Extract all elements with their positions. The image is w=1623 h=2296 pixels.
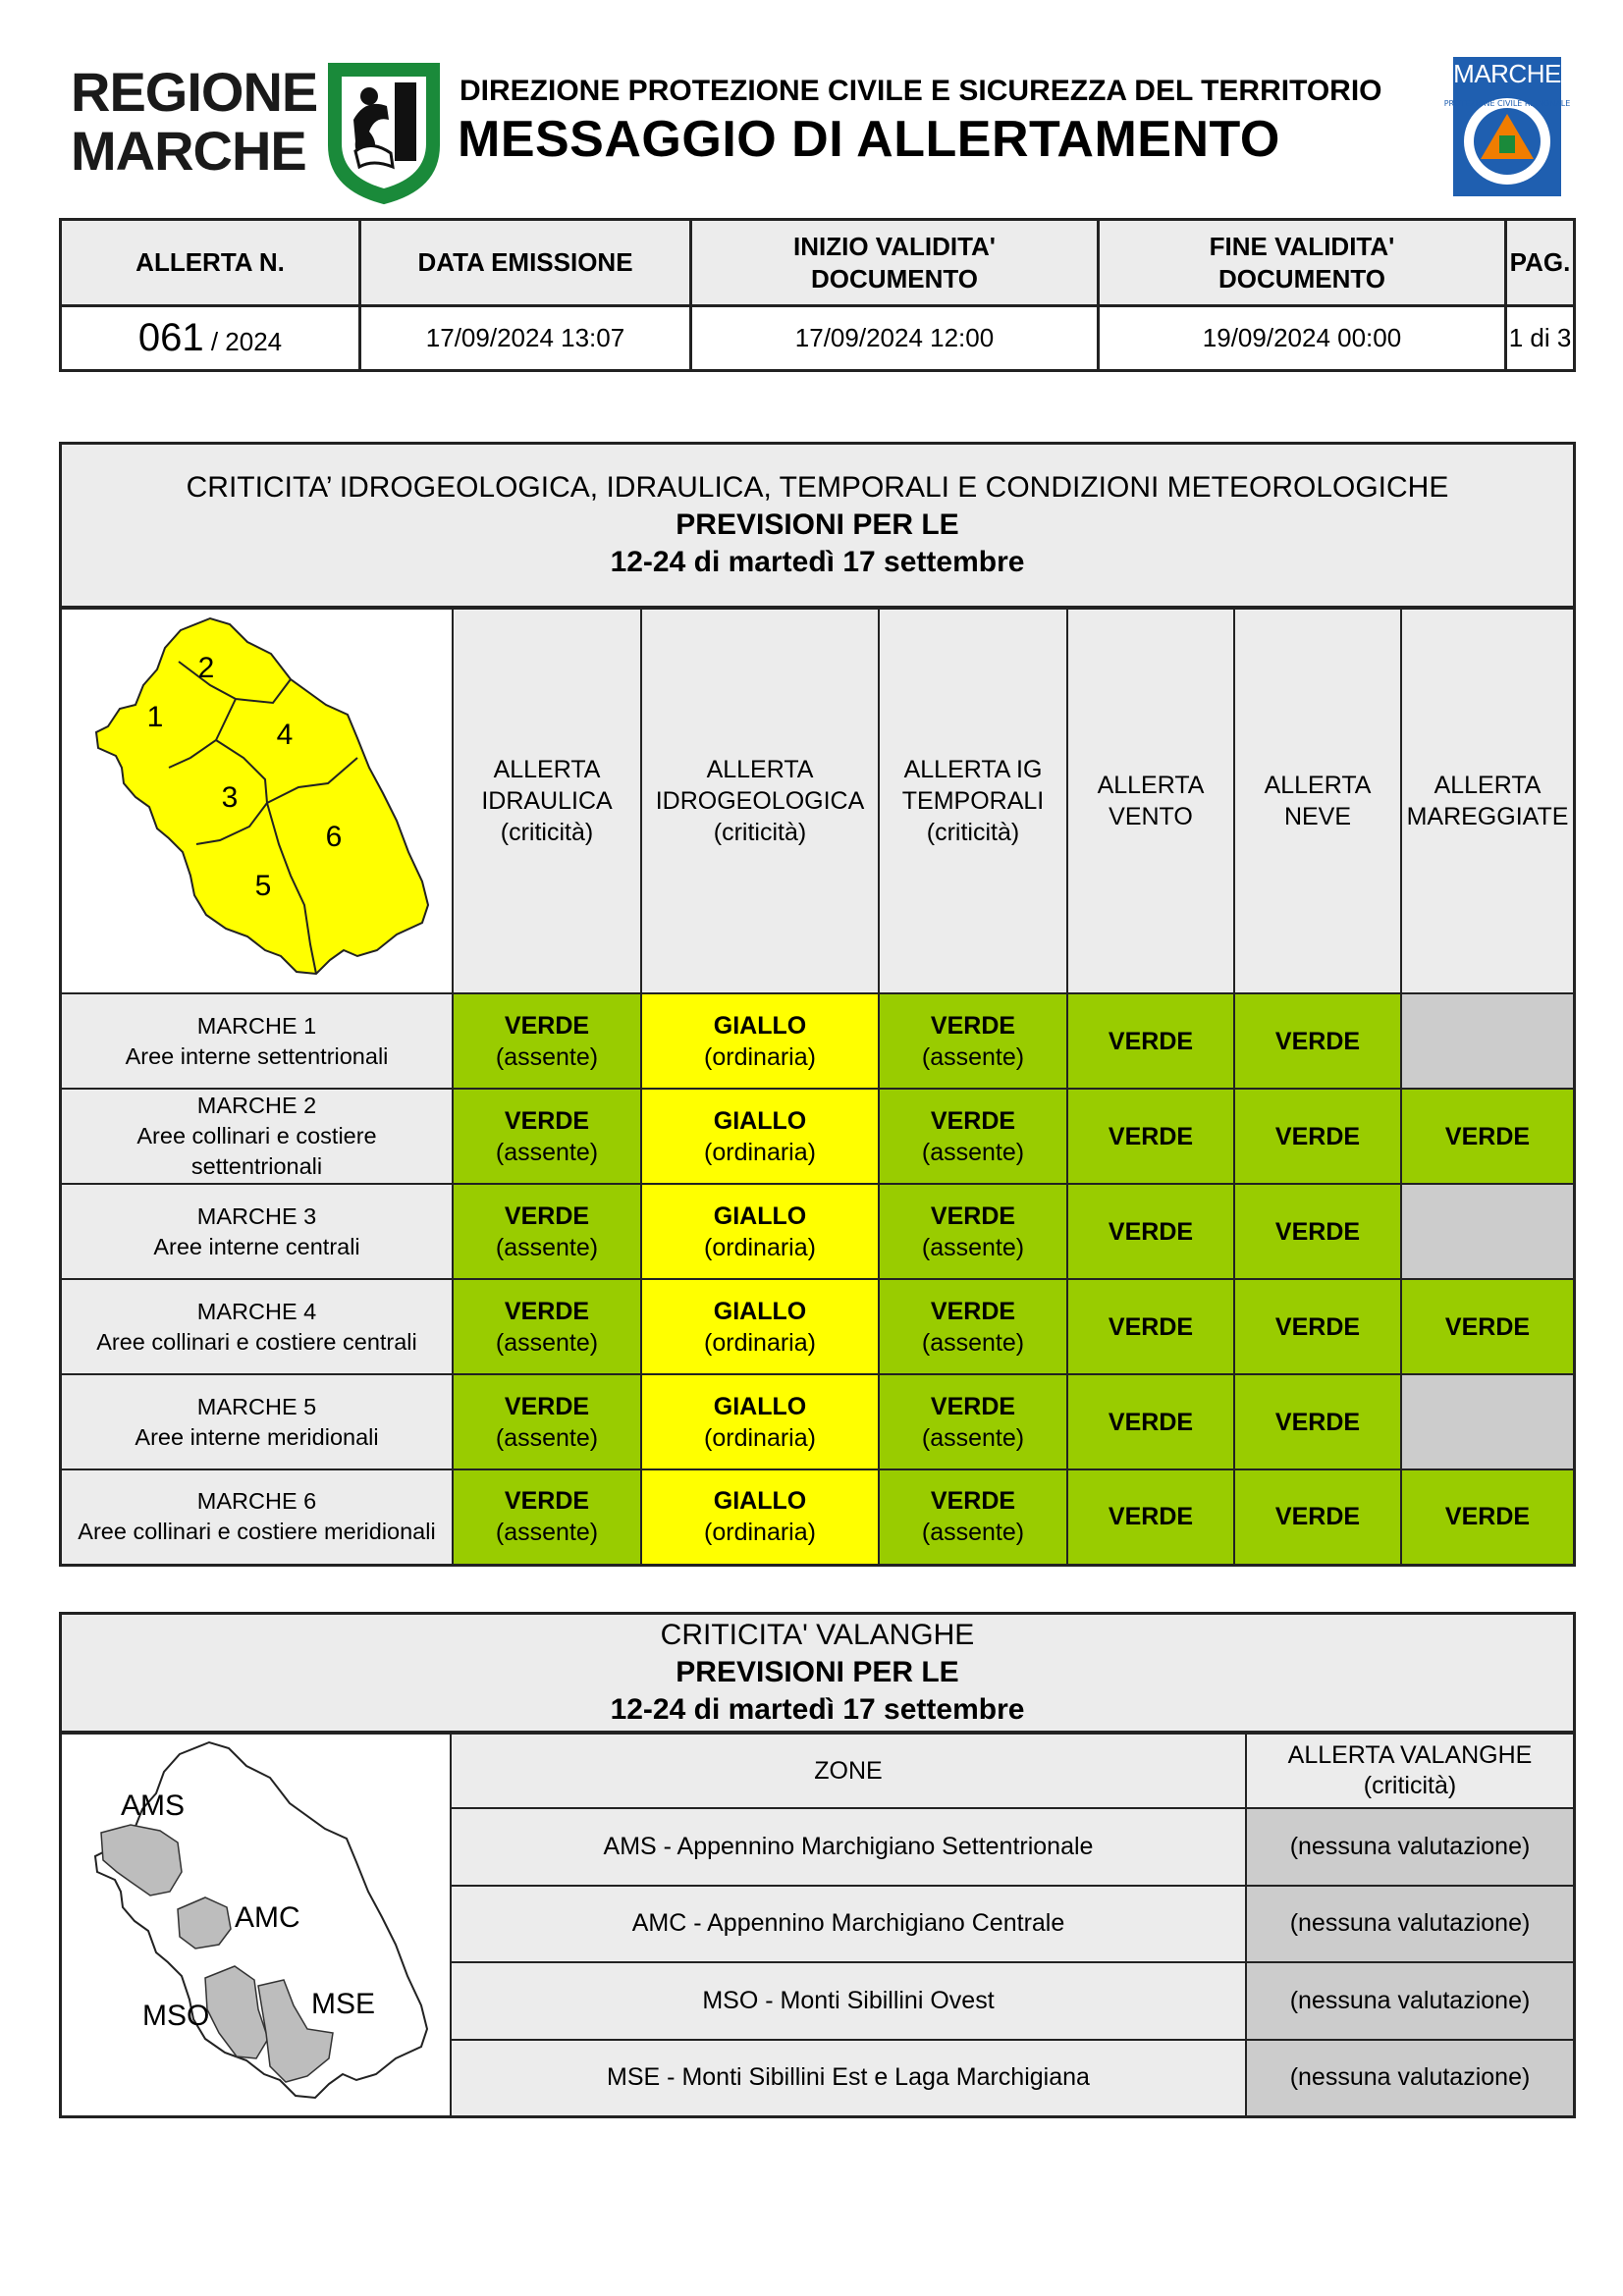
idrogeologica-cell: GIALLO (ordinaria) bbox=[641, 1184, 879, 1279]
idraulica-cell: VERDE (assente) bbox=[453, 1089, 641, 1184]
vento-cell: VERDE bbox=[1067, 1279, 1234, 1374]
regione-marche-logo bbox=[69, 61, 442, 206]
valanghe-zone-cell: MSE - Monti Sibillini Est e Laga Marchigiana bbox=[451, 2040, 1246, 2117]
civil-protection-icon bbox=[1443, 92, 1571, 190]
idraulica-cell: VERDE (assente) bbox=[453, 1184, 641, 1279]
validity-start: 17/09/2024 12:00 bbox=[691, 306, 1099, 371]
criticita-table bbox=[59, 607, 1576, 1567]
vento-cell: VERDE bbox=[1067, 993, 1234, 1089]
alert-valanghe-header: ALLERTA VALANGHE (criticità) bbox=[1246, 1734, 1575, 1809]
table-row bbox=[61, 993, 1575, 1089]
map-label-mse: MSE bbox=[311, 1988, 376, 2020]
valanghe-value-cell: (nessuna valutazione) bbox=[1246, 2040, 1575, 2117]
vento-cell: VERDE bbox=[1067, 1374, 1234, 1469]
info-header-row bbox=[61, 220, 1575, 306]
temporali-cell: VERDE (assente) bbox=[879, 1089, 1067, 1184]
table-row bbox=[61, 1184, 1575, 1279]
column-header-idraulica: ALLERTA IDRAULICA (criticità) bbox=[453, 609, 641, 994]
neve-cell: VERDE bbox=[1234, 1374, 1401, 1469]
marche-zones-map bbox=[63, 611, 451, 991]
valanghe-table bbox=[59, 1732, 1576, 2118]
validity-end: 19/09/2024 00:00 bbox=[1099, 306, 1506, 371]
badge-label: MARCHE bbox=[1453, 58, 1561, 88]
badge-ring-text: PROTEZIONE CIVILE REGIONALE bbox=[1443, 99, 1571, 108]
department-name: DIREZIONE PROTEZIONE CIVILE E SICUREZZA DEL TERRITORIO bbox=[460, 75, 1382, 107]
neve-cell: VERDE bbox=[1234, 1089, 1401, 1184]
zone-cell: MARCHE 5 Aree interne meridionali bbox=[61, 1374, 454, 1469]
column-header-idrogeologica: ALLERTA IDROGEOLOGICA (criticità) bbox=[641, 609, 879, 994]
temporali-cell: VERDE (assente) bbox=[879, 993, 1067, 1089]
mareggiate-cell: VERDE bbox=[1401, 1089, 1575, 1184]
criticita-title-box bbox=[59, 442, 1576, 609]
table-row bbox=[61, 1279, 1575, 1374]
neve-cell: VERDE bbox=[1234, 1469, 1401, 1565]
column-header-temporali: ALLERTA IG TEMPORALI (criticità) bbox=[879, 609, 1067, 994]
temporali-cell: VERDE (assente) bbox=[879, 1374, 1067, 1469]
neve-cell: VERDE bbox=[1234, 1184, 1401, 1279]
vento-cell: VERDE bbox=[1067, 1184, 1234, 1279]
protezione-civile-badge bbox=[1443, 57, 1571, 196]
valanghe-zone-cell: AMC - Appennino Marchigiano Centrale bbox=[451, 1886, 1246, 1963]
vento-cell: VERDE bbox=[1067, 1089, 1234, 1184]
neve-cell: VERDE bbox=[1234, 1279, 1401, 1374]
table-row bbox=[61, 1374, 1575, 1469]
alert-number: 061 bbox=[137, 316, 204, 359]
alert-number-cell bbox=[61, 306, 360, 371]
document-title: MESSAGGIO DI ALLERTAMENTO bbox=[458, 111, 1280, 168]
valanghe-header-row bbox=[61, 1734, 1575, 1809]
header-validity-start: INIZIO VALIDITA' DOCUMENTO bbox=[691, 220, 1099, 306]
idraulica-cell: VERDE (assente) bbox=[453, 1279, 641, 1374]
map-label-1: 1 bbox=[146, 701, 164, 733]
map-label-amc: AMC bbox=[235, 1901, 300, 1934]
valanghe-title-box bbox=[59, 1612, 1576, 1734]
map-label-mso: MSO bbox=[142, 2000, 210, 2032]
valanghe-value-cell: (nessuna valutazione) bbox=[1246, 1808, 1575, 1886]
map-label-3: 3 bbox=[221, 781, 239, 814]
zone-cell: MARCHE 3 Aree interne centrali bbox=[61, 1184, 454, 1279]
alert-info-table bbox=[59, 218, 1576, 372]
idraulica-cell: VERDE (assente) bbox=[453, 993, 641, 1089]
valanghe-value-cell: (nessuna valutazione) bbox=[1246, 1962, 1575, 2040]
idraulica-cell: VERDE (assente) bbox=[453, 1469, 641, 1565]
map-label-4: 4 bbox=[276, 719, 294, 751]
mareggiate-cell bbox=[1401, 1374, 1575, 1469]
mareggiate-cell bbox=[1401, 1184, 1575, 1279]
criticita-header-row bbox=[61, 609, 1575, 994]
valanghe-value-cell: (nessuna valutazione) bbox=[1246, 1886, 1575, 1963]
table-row bbox=[61, 1469, 1575, 1565]
page-number: 1 di 3 bbox=[1506, 306, 1575, 371]
valanghe-map-cell bbox=[61, 1734, 452, 2117]
idrogeologica-cell: GIALLO (ordinaria) bbox=[641, 993, 879, 1089]
zone-cell: MARCHE 2 Aree collinari e costiere settentrionali bbox=[61, 1089, 454, 1184]
regione-emblem-icon bbox=[326, 61, 442, 204]
valanghe-period: 12-24 di martedì 17 settembre bbox=[610, 1693, 1025, 1726]
logo-text-marche: MARCHE bbox=[71, 120, 306, 182]
temporali-cell: VERDE (assente) bbox=[879, 1279, 1067, 1374]
mareggiate-cell: VERDE bbox=[1401, 1279, 1575, 1374]
logo-text-regione: REGIONE bbox=[71, 61, 318, 123]
map-label-2: 2 bbox=[197, 652, 215, 684]
alert-year: / 2024 bbox=[210, 327, 283, 356]
neve-cell: VERDE bbox=[1234, 993, 1401, 1089]
info-value-row bbox=[61, 306, 1575, 371]
header-validity-end: FINE VALIDITA' DOCUMENTO bbox=[1099, 220, 1506, 306]
column-header-neve: ALLERTA NEVE bbox=[1234, 609, 1401, 994]
header-page: PAG. bbox=[1506, 220, 1575, 306]
valanghe-subtitle: PREVISIONI PER LE bbox=[676, 1656, 959, 1688]
zone-cell: MARCHE 4 Aree collinari e costiere centrali bbox=[61, 1279, 454, 1374]
valanghe-title: CRITICITA' VALANGHE bbox=[660, 1619, 975, 1651]
criticita-title: CRITICITA’ IDROGEOLOGICA, IDRAULICA, TEMPORALI E CONDIZIONI METEOROLOGICHE bbox=[186, 471, 1449, 504]
map-label-ams: AMS bbox=[121, 1789, 186, 1822]
idrogeologica-cell: GIALLO (ordinaria) bbox=[641, 1374, 879, 1469]
criticita-subtitle: PREVISIONI PER LE bbox=[676, 508, 959, 541]
header-alert-number: ALLERTA N. bbox=[61, 220, 360, 306]
idrogeologica-cell: GIALLO (ordinaria) bbox=[641, 1469, 879, 1565]
column-header-mareggiate: ALLERTA MAREGGIATE bbox=[1401, 609, 1575, 994]
idrogeologica-cell: GIALLO (ordinaria) bbox=[641, 1089, 879, 1184]
map-label-6: 6 bbox=[325, 821, 343, 853]
zones-header: ZONE bbox=[451, 1734, 1246, 1809]
criticita-period: 12-24 di martedì 17 settembre bbox=[610, 546, 1025, 578]
temporali-cell: VERDE (assente) bbox=[879, 1184, 1067, 1279]
vento-cell: VERDE bbox=[1067, 1469, 1234, 1565]
mareggiate-cell bbox=[1401, 993, 1575, 1089]
idraulica-cell: VERDE (assente) bbox=[453, 1374, 641, 1469]
header-emission-date: DATA EMISSIONE bbox=[360, 220, 691, 306]
column-header-vento: ALLERTA VENTO bbox=[1067, 609, 1234, 994]
zones-map-cell bbox=[61, 609, 454, 994]
valanghe-zone-cell: AMS - Appennino Marchigiano Settentrionale bbox=[451, 1808, 1246, 1886]
emission-date: 17/09/2024 13:07 bbox=[360, 306, 691, 371]
valanghe-zones-map bbox=[62, 1735, 450, 2115]
temporali-cell: VERDE (assente) bbox=[879, 1469, 1067, 1565]
table-row bbox=[61, 1089, 1575, 1184]
zone-cell: MARCHE 6 Aree collinari e costiere meridionali bbox=[61, 1469, 454, 1565]
zone-cell: MARCHE 1 Aree interne settentrionali bbox=[61, 993, 454, 1089]
map-label-5: 5 bbox=[254, 870, 272, 902]
valanghe-zone-cell: MSO - Monti Sibillini Ovest bbox=[451, 1962, 1246, 2040]
mareggiate-cell: VERDE bbox=[1401, 1469, 1575, 1565]
idrogeologica-cell: GIALLO (ordinaria) bbox=[641, 1279, 879, 1374]
